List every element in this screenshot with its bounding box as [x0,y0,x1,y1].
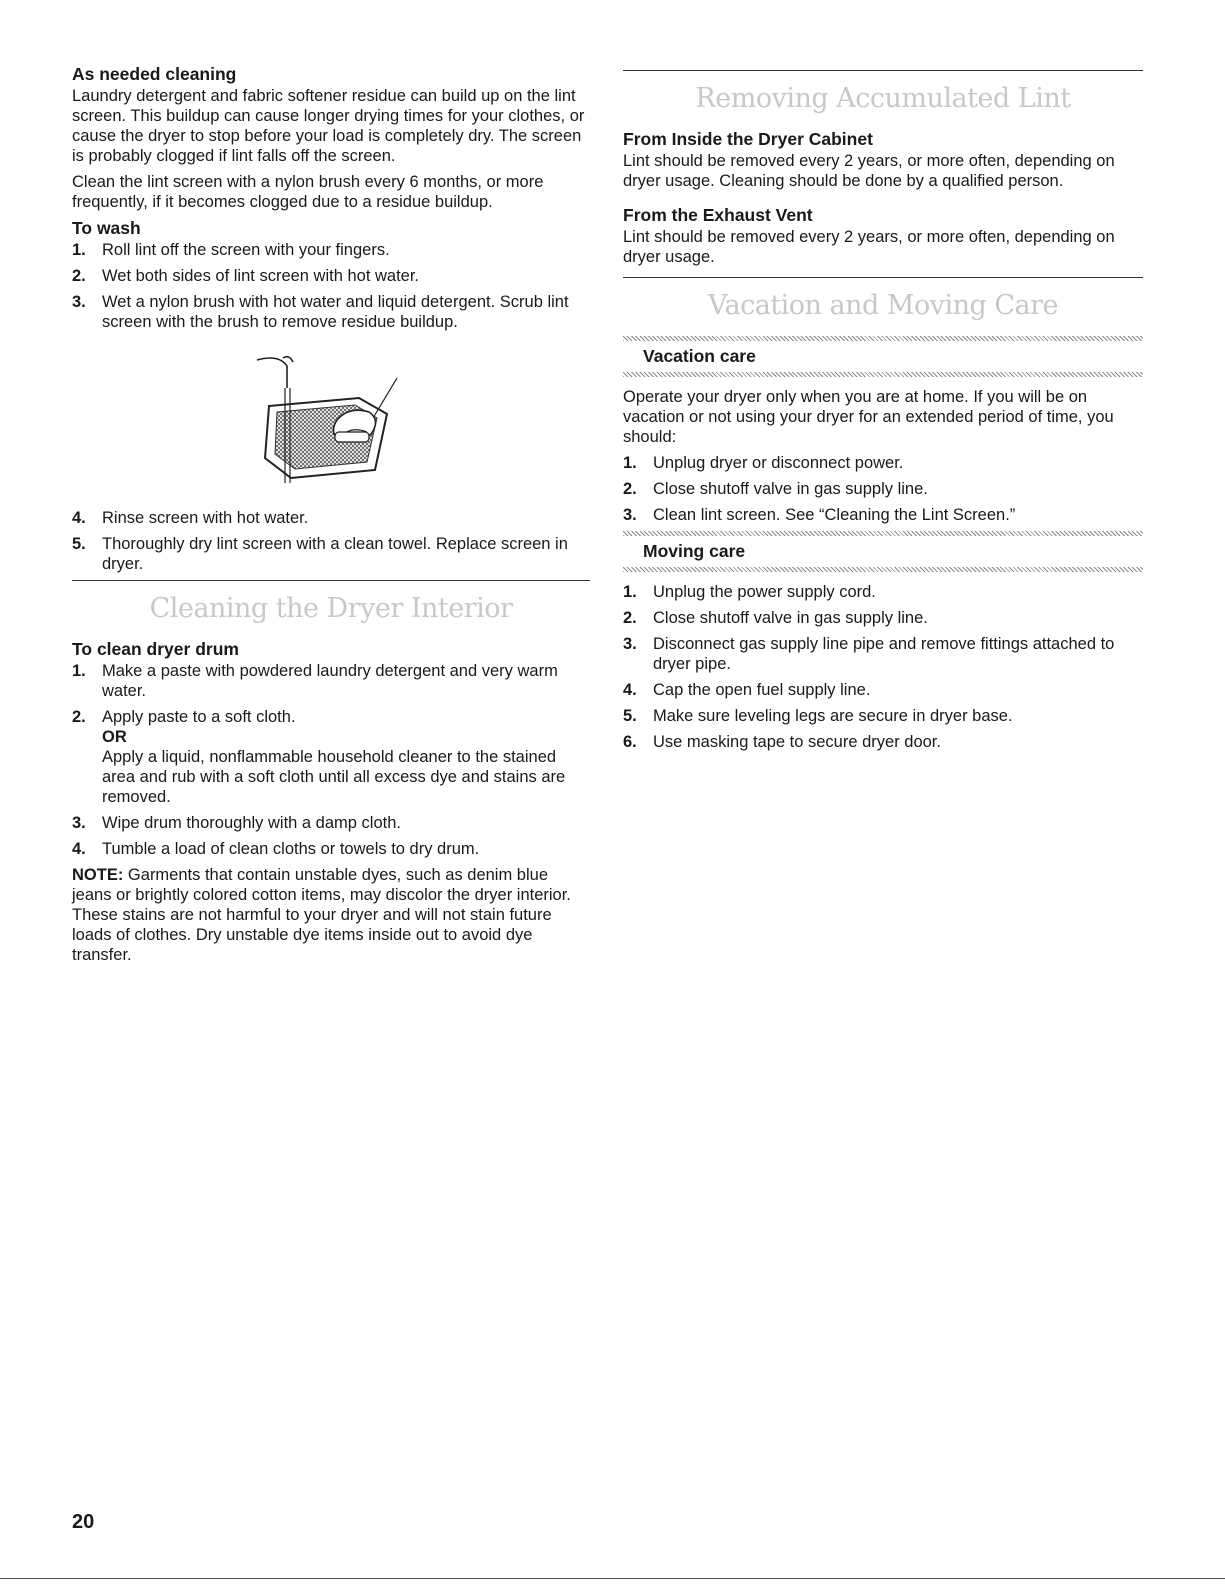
list-item: 1. Unplug dryer or disconnect power. [623,454,904,472]
as-needed-heading: As needed cleaning [72,64,237,84]
list-item: 3. Wet a nylon brush with hot water and liquid detergent. Scrub lint screen with the brush to remove residue buildup. [72,293,569,331]
to-clean-drum-heading: To clean dryer drum [72,639,239,659]
hatch-divider [623,336,1143,341]
to-wash-steps-a [72,240,590,332]
vacation-care-heading: Vacation care [643,346,756,366]
list-item: 2. Close shutoff valve in gas supply line. [623,480,928,498]
list-item: 5. Thoroughly dry lint screen with a clean towel. Replace screen in dryer. [72,535,568,573]
list-item: 6. Use masking tape to secure dryer door. [623,733,941,751]
exhaust-vent-text: Lint should be removed every 2 years, or more often, depending on dryer usage. [623,228,1115,266]
removing-lint-title: Removing Accumulated Lint [623,70,1143,121]
list-item: 1. Make a paste with powdered laundry detergent and very warm water. [72,662,558,700]
list-item: 2. Apply paste to a soft cloth. OR Apply a liquid, nonflammable household cleaner to the stained area and rub with a soft cloth until all excess dye and stains are removed. [72,707,590,807]
list-item: 1. Unplug the power supply cord. [623,583,876,601]
alternative-step: Apply a liquid, nonflammable household cleaner to the stained area and rub with a soft cloth until all excess dye and stains are removed. [102,748,566,806]
vacation-intro: Operate your dryer only when you are at home. If you will be on vacation or not using your dryer for an extended period of time, you should: [623,388,1114,446]
page-number: 20 [72,1511,95,1533]
to-wash-steps-b [72,508,590,574]
list-item: 3. Wipe drum thoroughly with a damp cloth. [72,814,401,832]
moving-steps [623,582,1143,752]
clean-drum-steps [72,661,590,859]
list-item: 4. Rinse screen with hot water. [72,509,309,527]
hatch-divider [623,567,1143,572]
list-item: 3. Disconnect gas supply line pipe and remove fittings attached to dryer pipe. [623,635,1115,673]
dryer-cabinet-heading: From Inside the Dryer Cabinet [623,129,873,149]
footer-rule [0,1578,1225,1579]
exhaust-vent-heading: From the Exhaust Vent [623,205,813,225]
list-item: 3. Clean lint screen. See “Cleaning the Lint Screen.” [623,506,1016,524]
list-item: 2. Wet both sides of lint screen with hot water. [72,267,420,285]
to-wash-heading: To wash [72,218,141,238]
left-column [72,64,590,971]
hatch-divider [623,372,1143,377]
list-item: 5. Make sure leveling legs are secure in dryer base. [623,707,1013,725]
dryer-cabinet-text: Lint should be removed every 2 years, or more often, depending on dryer usage. Cleaning should be done by a qualified person. [623,152,1115,190]
list-item: 2. Close shutoff valve in gas supply line. [623,609,928,627]
list-item: 4. Cap the open fuel supply line. [623,681,871,699]
or-label: OR [102,728,127,746]
as-needed-paragraph-2: Clean the lint screen with a nylon brush every 6 months, or more frequently, if it becomes clogged due to a residue buildup. [72,173,544,211]
right-column [623,70,1143,758]
note-text: Garments that contain unstable dyes, such as denim blue jeans or brightly colored cotton items, may discolor the dryer interior. These stains are not harmful to your dryer and will not stain future loads of clothes. Dry unstable dye items inside out to avoid dye transfer. [72,866,571,964]
list-item: 1. Roll lint off the screen with your fingers. [72,241,390,259]
hatch-divider [623,531,1143,536]
note-label: NOTE: [72,866,124,884]
cleaning-dryer-interior-title: Cleaning the Dryer Interior [72,580,590,631]
moving-care-heading: Moving care [643,541,746,561]
note-paragraph [72,865,590,965]
vacation-moving-title: Vacation and Moving Care [623,277,1143,328]
as-needed-paragraph-1: Laundry detergent and fabric softener residue can build up on the lint screen. This buildup can cause longer drying times for your clothes, or cause the dryer to stop before your load is completely dry. The screen is probably clogged if lint falls off the screen. [72,87,585,165]
vacation-steps [623,453,1143,525]
list-item: 4. Tumble a load of clean cloths or towels to dry drum. [72,840,480,858]
lint-screen-brush-illustration [247,348,407,493]
